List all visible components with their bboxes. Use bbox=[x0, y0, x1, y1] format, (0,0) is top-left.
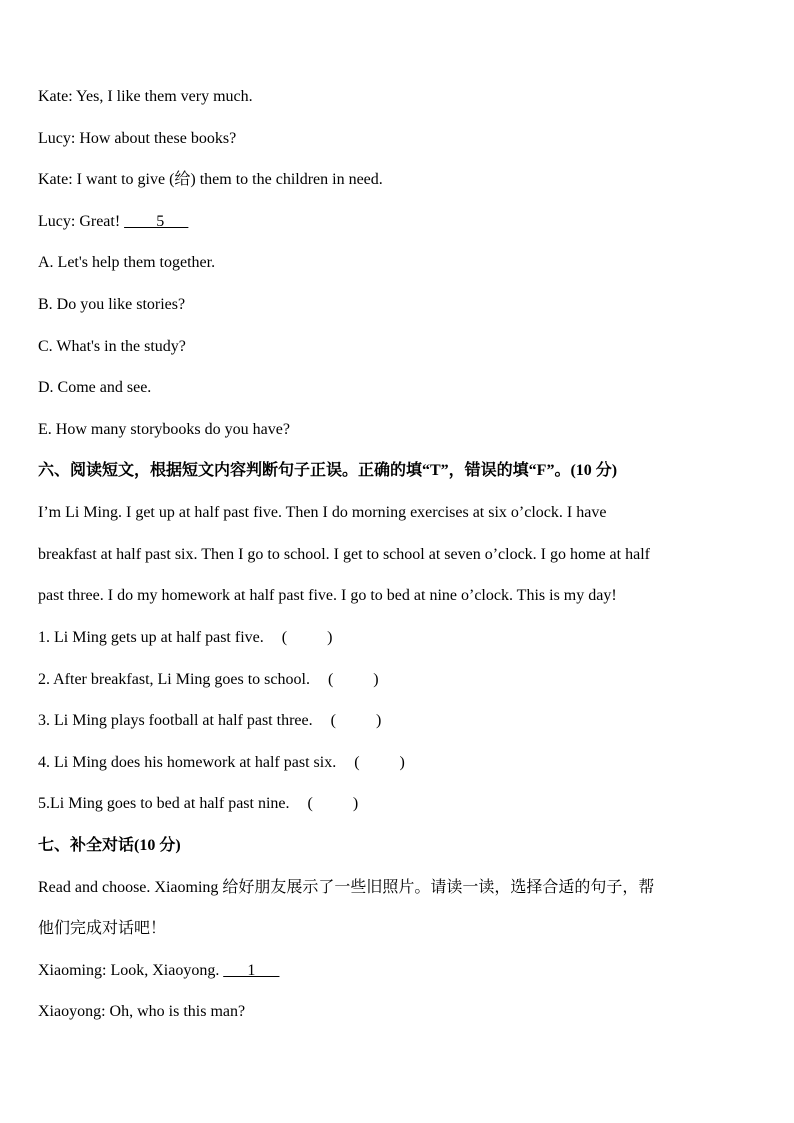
instruction-line: 他们完成对话吧！ bbox=[38, 920, 167, 937]
question-text: 5.Li Ming goes to bed at half past nine. bbox=[38, 795, 290, 812]
section-6-heading: 六、阅读短文，根据短文内容判断句子正误。正确的填“T”，错误的填“F”。(10 分) bbox=[38, 462, 618, 479]
answer-parentheses[interactable]: ( ) bbox=[327, 671, 379, 688]
question-text: 4. Li Ming does his homework at half past six. bbox=[38, 754, 337, 771]
passage-line: breakfast at half past six. Then I go to school. I get to school at seven o’clock. I go home at half bbox=[38, 546, 650, 563]
section-7-heading: 七、补全对话(10 分) bbox=[38, 837, 181, 854]
answer-parentheses[interactable]: ( ) bbox=[330, 712, 382, 729]
dialogue-line: Lucy: How about these books? bbox=[38, 130, 237, 147]
option-line: C. What's in the study? bbox=[38, 338, 186, 355]
question-text: 1. Li Ming gets up at half past five. bbox=[38, 629, 264, 646]
dialogue-line: Kate: Yes, I like them very much. bbox=[38, 88, 253, 105]
instruction-line: Read and choose. Xiaoming 给好朋友展示了一些旧照片。请读一读，选择合适的句子，帮 bbox=[38, 879, 655, 896]
answer-parentheses[interactable]: ( ) bbox=[307, 795, 359, 812]
question-line bbox=[38, 670, 379, 690]
option-line: B. Do you like stories? bbox=[38, 296, 186, 313]
question-line bbox=[38, 628, 332, 648]
dialogue-line: Xiaoyong: Oh, who is this man? bbox=[38, 1003, 246, 1020]
dialogue-text: Lucy: Great! bbox=[38, 213, 125, 230]
option-line: D. Come and see. bbox=[38, 379, 152, 396]
question-line bbox=[38, 753, 405, 773]
option-line: E. How many storybooks do you have? bbox=[38, 421, 290, 438]
answer-blank: ____5___ bbox=[124, 213, 189, 230]
question-line bbox=[38, 711, 381, 731]
passage-line: past three. I do my homework at half past five. I go to bed at nine o’clock. This is my day! bbox=[38, 587, 617, 604]
answer-parentheses[interactable]: ( ) bbox=[354, 754, 405, 771]
answer-blank: ___1___ bbox=[223, 962, 280, 979]
question-text: 3. Li Ming plays football at half past three. bbox=[38, 712, 313, 729]
dialogue-line bbox=[38, 961, 279, 981]
passage-line: I’m Li Ming. I get up at half past five. Then I do morning exercises at six o’clock. I have bbox=[38, 504, 607, 521]
dialogue-text: Xiaoming: Look, Xiaoyong. bbox=[38, 962, 224, 979]
question-line bbox=[38, 794, 358, 814]
dialogue-line bbox=[38, 212, 188, 232]
dialogue-line: Kate: I want to give (给) them to the children in need. bbox=[38, 171, 383, 188]
question-text: 2. After breakfast, Li Ming goes to school. bbox=[38, 671, 310, 688]
option-line: A. Let's help them together. bbox=[38, 254, 216, 271]
answer-parentheses[interactable]: ( ) bbox=[281, 629, 333, 646]
